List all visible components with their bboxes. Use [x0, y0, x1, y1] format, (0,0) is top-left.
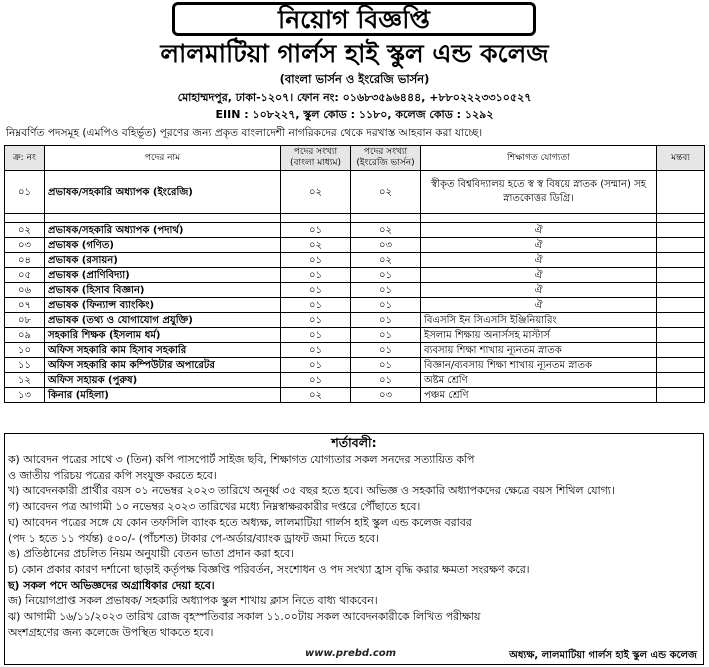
cell-english-count: ০১ [351, 343, 421, 358]
term-item: গ) আবেদন পত্র আগামী ১০ নভেম্বর ২০২৩ তারিখের মধ্যে নিম্নস্বাক্ষরকারীর দপ্তরে পৌঁছাতে হবে। [8, 500, 421, 514]
cell-post: প্রভাষক (গণিত) [45, 238, 281, 253]
signature-line: অধ্যক্ষ, লালমাটিয়া গার্লস হাই স্কুল এন্ড কলেজ [509, 650, 697, 661]
cell-qualification: স্বীকৃত বিশ্ববিদ্যালয় হতে স্ব স্ব বিষয়ে স্নাতক (সম্মান) সহ স্নাতকোত্তর ডিগ্রি। [421, 171, 657, 214]
website-url[interactable]: www.prebd.com [305, 648, 397, 659]
cell-english-count: ০১ [351, 358, 421, 373]
cell-english-count: ০১ [351, 283, 421, 298]
cell-bangla-count: ০১ [281, 373, 351, 388]
term-item: জ) নিয়োগপ্রাপ্ত সকল প্রভাষক/ সহকারি অধ্যাপক স্কুল শাখায় ক্লাস নিতে বাধ্য থাকবেন। [8, 594, 378, 608]
cell-qualification: বিএসসি ইন সিএসসি ইঞ্জিনিয়ারিং [421, 313, 657, 328]
codes-line: EIIN : ১০৮২২৭, স্কুল কোড : ১১৮০, কলেজ কোড : ১২৯২ [215, 108, 494, 121]
table-row [5, 358, 705, 373]
cell-remarks [657, 298, 705, 313]
cell-qualification: অষ্টম শ্রেণি [421, 373, 657, 388]
table-row [5, 171, 705, 214]
cell-remarks [657, 268, 705, 283]
header-qualification: শিক্ষাগত যোগ্যতা [421, 146, 657, 171]
cell-qualification: ঐ [421, 298, 657, 313]
term-item: ক) আবেদন পত্রের সাথে ৩ (তিন) কপি পাসপোর্ট সাইজ ছবি, শিক্ষাগত যোগ্যতার সকল সনদের সত্যায়িত কপি [8, 453, 475, 466]
term-item: অংশগ্রহণের জন্য কলেজে উপস্থিত থাকতে হবে। [8, 625, 214, 639]
term-item: ছ) সকল পদে অভিজ্ঞদের অগ্রাধিকার দেয়া হবে। [8, 578, 215, 592]
cell-post: প্রভাষক/সহকারি অধ্যাপক (ইংরেজি) [45, 171, 281, 214]
cell-remarks [657, 238, 705, 253]
table-row [5, 343, 705, 358]
table-row [5, 373, 705, 388]
table-row [5, 283, 705, 298]
cell-bangla-count: ০১ [281, 268, 351, 283]
cell-qualification: ঐ [421, 238, 657, 253]
cell-serial: ০৭ [5, 298, 45, 313]
spacer-cell [657, 214, 705, 223]
version-line: (বাংলা ভার্সন ও ইংরেজি ভার্সন) [279, 72, 430, 86]
cell-post: প্রভাষক (হিসাব বিজ্ঞান) [45, 283, 281, 298]
cell-post: অফিস সহকারি কাম কম্পিউটার অপারেটর [45, 358, 281, 373]
cell-bangla-count: ০১ [281, 253, 351, 268]
posts-table [4, 145, 705, 403]
table-row [5, 268, 705, 283]
cell-post: প্রভাষক (তথ্য ও যোগাযোগ প্রযুক্তি) [45, 313, 281, 328]
spacer-cell [45, 214, 281, 223]
term-item: ও জাতীয় পরিচয় পত্রের কপি সংযুক্ত করতে হবে। [8, 468, 217, 482]
cell-english-count: ০১ [351, 268, 421, 283]
cell-serial: ১২ [5, 373, 45, 388]
table-row [5, 253, 705, 268]
cell-bangla-count: ০১ [281, 358, 351, 373]
cell-bangla-count: ০১ [281, 313, 351, 328]
header-bangla-count: পদের সংখ্যা (বাংলা মাধ্যম) [281, 146, 351, 171]
cell-serial: ০১ [5, 171, 45, 214]
cell-bangla-count: ০১ [281, 343, 351, 358]
cell-remarks [657, 328, 705, 343]
cell-serial: ০৩ [5, 238, 45, 253]
cell-qualification: ঐ [421, 268, 657, 283]
cell-remarks [657, 223, 705, 238]
cell-remarks [657, 373, 705, 388]
term-item: ঘ) আবেদন পত্রের সঙ্গে যে কোন তফসিলি ব্যাংক হতে অধ্যক্ষ, লালমাটিয়া গার্লস হাই স্কুল এন্ড কলেজ বরাবর [8, 515, 472, 529]
cell-english-count: ০২ [351, 171, 421, 214]
cell-english-count: ০৩ [351, 388, 421, 403]
cell-serial: ০৬ [5, 283, 45, 298]
cell-remarks [657, 283, 705, 298]
cell-remarks [657, 171, 705, 214]
header-english-count: পদের সংখ্যা (ইংরেজি ভার্সন) [351, 146, 421, 171]
table-header-row [5, 146, 705, 171]
table-row [5, 238, 705, 253]
term-item: (পদ ১ হতে ১১ পর্যন্ত) ৫০০/- (পাঁচশত) টাকার পে-অর্ডার/ব্যাংক ড্রাফট জমা দিতে হবে। [8, 531, 379, 545]
footer [5, 648, 703, 662]
cell-english-count: ০১ [351, 373, 421, 388]
table-row [5, 328, 705, 343]
cell-english-count: ০১ [351, 313, 421, 328]
term-item: চ) কোন প্রকার কারণ দর্শানো ছাড়াই কর্তৃপক্ষ বিজ্ঞপ্তি পরিবর্তন, সংশোধন ও পদ সংখ্যা হ্রাস বৃদ্ধি করার ক্ষমতা সংরক্ষণ করে। [8, 562, 530, 576]
terms-section [4, 433, 704, 665]
table-row [5, 388, 705, 403]
cell-serial: ০৯ [5, 328, 45, 343]
cell-qualification: ইসলাম শিক্ষায় অনার্সসহ মাস্টার্স [421, 328, 657, 343]
cell-post: অফিস সহকারি কাম হিসাব সহকারি [45, 343, 281, 358]
notice-title: নিয়োগ বিজ্ঞপ্তি [172, 2, 536, 36]
cell-serial: ১৩ [5, 388, 45, 403]
cell-bangla-count: ০১ [281, 223, 351, 238]
spacer-cell [5, 214, 45, 223]
spacer-cell [421, 214, 657, 223]
spacer-cell [351, 214, 421, 223]
cell-serial: ০৪ [5, 253, 45, 268]
cell-serial: ০৫ [5, 268, 45, 283]
cell-post: প্রভাষক (প্রাণিবিদ্যা) [45, 268, 281, 283]
header-serial: ক্র: নং [5, 146, 45, 171]
cell-serial: ১১ [5, 358, 45, 373]
cell-post: সহকারি শিক্ষক (ইসলাম ধর্ম) [45, 328, 281, 343]
cell-qualification: পঞ্চম শ্রেণি [421, 388, 657, 403]
cell-english-count: ০১ [351, 328, 421, 343]
term-item: ঝ) আগামী ১৬/১১/২০২৩ তারিখ রোজ বৃহস্পতিবার সকাল ১১.০০টায় সকল আবেদনকারীকে লিখিত পরীক্ষায় [8, 610, 481, 624]
header-post: পদের নাম [45, 146, 281, 171]
cell-english-count: ০৩ [351, 238, 421, 253]
cell-remarks [657, 388, 705, 403]
header-remarks: মন্তব্য [657, 146, 705, 171]
cell-qualification: ঐ [421, 253, 657, 268]
table-row [5, 313, 705, 328]
cell-remarks [657, 253, 705, 268]
cell-qualification: ঐ [421, 283, 657, 298]
terms-heading: শর্তাবলী: [331, 435, 377, 450]
cell-post: প্রভাষক/সহকারি অধ্যাপক (পদার্থ) [45, 223, 281, 238]
cell-bangla-count: ০১ [281, 283, 351, 298]
cell-bangla-count: ০২ [281, 388, 351, 403]
table-row [5, 298, 705, 313]
cell-remarks [657, 313, 705, 328]
cell-bangla-count: ০২ [281, 238, 351, 253]
spacer-cell [281, 214, 351, 223]
cell-qualification: বিজ্ঞান/ব্যবসায় শিক্ষা শাখায় ন্যূনতম স্নাতক [421, 358, 657, 373]
intro-text: নিম্নবর্ণিত পদসমূহ (এমপিও বহির্ভূত) পূরণের জন্য প্রকৃত বাংলাদেশী নাগরিকদের থেকে দরখাস্ত আহবান করা যাচ্ছে। [6, 127, 483, 139]
cell-qualification: ঐ [421, 223, 657, 238]
cell-bangla-count: ০১ [281, 328, 351, 343]
cell-remarks [657, 358, 705, 373]
cell-post: অফিস সহায়ক (পুরুষ) [45, 373, 281, 388]
cell-english-count: ০২ [351, 223, 421, 238]
table-spacer-row [5, 214, 705, 223]
term-item: খ) আবেদনকারী প্রার্থীর বয়স ০১ নভেম্বর ২০২৩ তারিখে অনূর্ধ্ব ৩৫ বছর হতে হবে। অভিজ্ঞ ও সহকারি অধ্যাপকদের ক্ষেত্রে বয়স শিথিল যোগ্য। [8, 484, 615, 498]
cell-remarks [657, 343, 705, 358]
school-name: লালমাটিয়া গার্লস হাই স্কুল এন্ড কলেজ [160, 39, 549, 68]
cell-serial: ০২ [5, 223, 45, 238]
term-item: ঙ) প্রতিষ্ঠানের প্রচলিত নিয়ম অনুযায়ী বেতন ভাতা প্রদান করা হবে। [8, 547, 294, 561]
cell-qualification: ব্যবসায় শিক্ষা শাখায় ন্যূনতম স্নাতক [421, 343, 657, 358]
cell-bangla-count: ০২ [281, 171, 351, 214]
contact-line: মোহাম্মদপুর, ঢাকা-১২০৭। ফোন নং: ০১৬৮৩৫৯৬৪৪৪, +৮৮০২২২৩৩১০৫২৭ [177, 91, 532, 104]
cell-post: প্রভাষক (ফিন্যান্স ব্যাংকিং) [45, 298, 281, 313]
cell-english-count: ০২ [351, 253, 421, 268]
table-row [5, 223, 705, 238]
cell-bangla-count: ০১ [281, 298, 351, 313]
cell-serial: ১০ [5, 343, 45, 358]
cell-post: প্রভাষক (রসায়ন) [45, 253, 281, 268]
cell-english-count: ০১ [351, 298, 421, 313]
cell-post: কিনার (মহিলা) [45, 388, 281, 403]
cell-serial: ০৮ [5, 313, 45, 328]
